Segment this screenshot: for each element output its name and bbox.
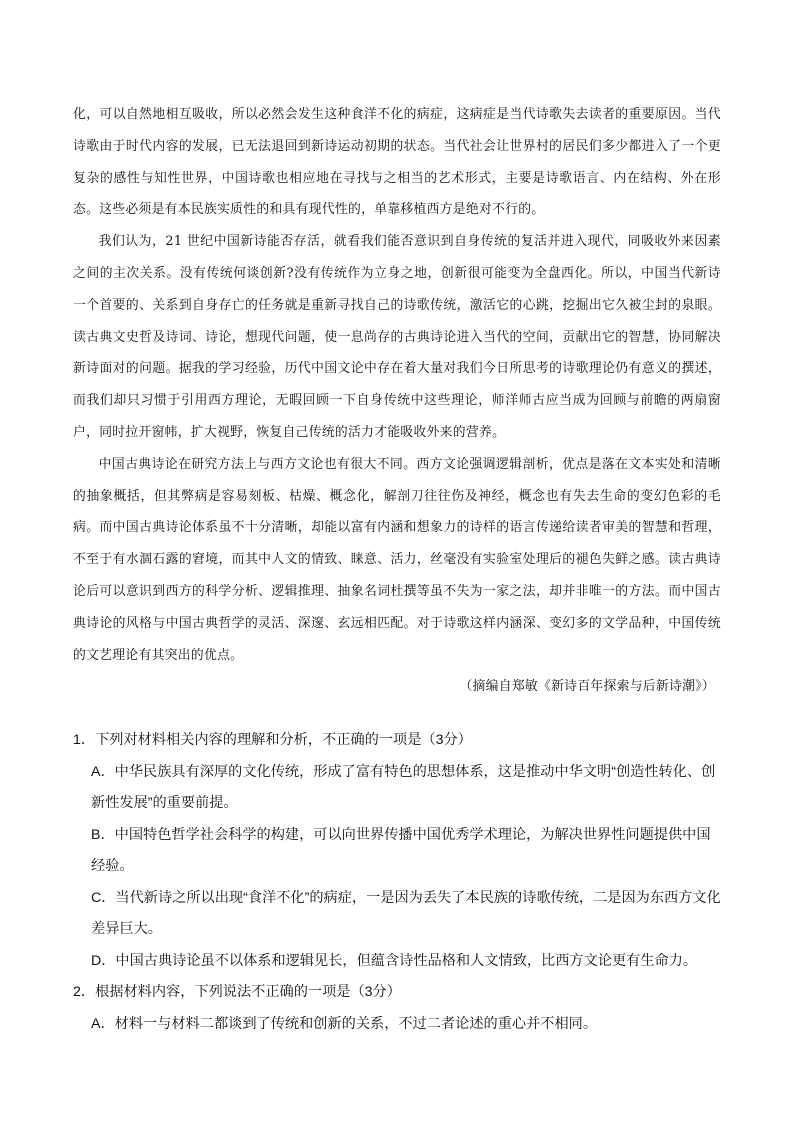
passage-paragraph-3: 中国古典诗论在研究方法上与西方文论也有很大不同。西方文论强调逻辑剖析，优点是落在文本实处和清晰的抽象概括，但其弊病是容易刻板、枯燥、概念化，解剖刀往往伤及神经，概念也有失去生命的变幻色彩的毛病。而中国古典诗论体系虽不十分清晰，却能以富有内涵和想象力的诗样的语言传递给读者审美的智慧和哲理，不至于有水涸石露的窘境，而其中人文的情致、睐意、活力，丝毫没有实验室处理后的褪色失鲜之感。读古典诗论后可以意识到西方的科学分析、逻辑推理、抽象名词杜撰等虽不失为一家之法，却并非唯一的方法。而中国古典诗论的风格与中国古典哲学的灵活、深邃、玄远相匹配。对于诗歌这样内涵深、变幻多的文学品种，中国传统的文艺理论有其突出的优点。 xyxy=(73,456,721,663)
question-1-stem: 1．下列对材料相关内容的理解和分析，不正确的一项是（3分） xyxy=(73,732,472,748)
questions-section xyxy=(73,725,723,1040)
passage-paragraph-1: 化，可以自然地相互吸收，所以必然会发生这种食洋不化的病症，这病症是当代诗歌失去读者的重要原因。当代诗歌由于时代内容的发展，已无法退回到新诗运动初期的状态。当代社会让世界村的居民们多少都进入了一个更复杂的感性与知性世界，中国诗歌也相应地在寻找与之相当的艺术形式，主要是诗歌语言、内在结构、外在形态。这些必须是有本民族实质性的和具有现代性的，单靠移植西方是绝对不行的。 xyxy=(73,107,721,218)
question-1-option-d: D．中国古典诗论虽不以体系和逻辑见长，但蕴含诗性品格和人文情致，比西方文论更有生命力。 xyxy=(91,952,698,969)
reading-passage xyxy=(73,99,721,703)
passage-source: （摘编自郑敏《新诗百年探索与后新诗潮》） xyxy=(459,679,715,695)
question-2-option-a: A．材料一与材料二都谈到了传统和创新的关系，不过二者论述的重心并不相同。 xyxy=(91,1015,598,1032)
question-1-option-a: A．中华民族具有深厚的文化传统，形成了富有特色的思想体系，这是推动中华文明“创造性转化、创新性发展”的重要前提。 xyxy=(91,763,716,811)
question-1-option-b: B．中国特色哲学社会科学的构建，可以向世界传播中国优秀学术理论，为解决世界性问题提供中国经验。 xyxy=(91,826,711,874)
passage-paragraph-2: 我们认为，21 世纪中国新诗能否存活，就看我们能否意识到自身传统的复活并进入现代，同吸收外来因素之间的主次关系。没有传统何谈创新?没有传统作为立身之地，创新很可能变为全盘西化。所以，中国当代新诗一个首要的、关系到自身存亡的任务就是重新寻找自己的诗歌传统，激活它的心跳，挖掘出它久被尘封的泉眼。读古典文史哲及诗词、诗论，想现代问题，使一息尚存的古典诗论进入当代的空间，贡献出它的智慧，协同解决新诗面对的问题。据我的学习经验，历代中国文论中存在着大量对我们今日所思考的诗歌理论仍有意义的撰述，而我们却只习惯于引用西方理论，无暇回顾一下自身传统中这些理论，师洋师古应当成为回顾与前瞻的两扇窗户，同时拉开窗帏，扩大视野，恢复自己传统的活力才能吸收外来的营养。 xyxy=(73,234,721,440)
question-1-option-c: C．当代新诗之所以出现“食洋不化”的病症，一是因为丢失了本民族的诗歌传统，二是因为东西方文化差异巨大。 xyxy=(91,889,721,937)
question-2-stem: 2．根据材料内容，下列说法不正确的一项是（3分） xyxy=(73,984,401,1000)
